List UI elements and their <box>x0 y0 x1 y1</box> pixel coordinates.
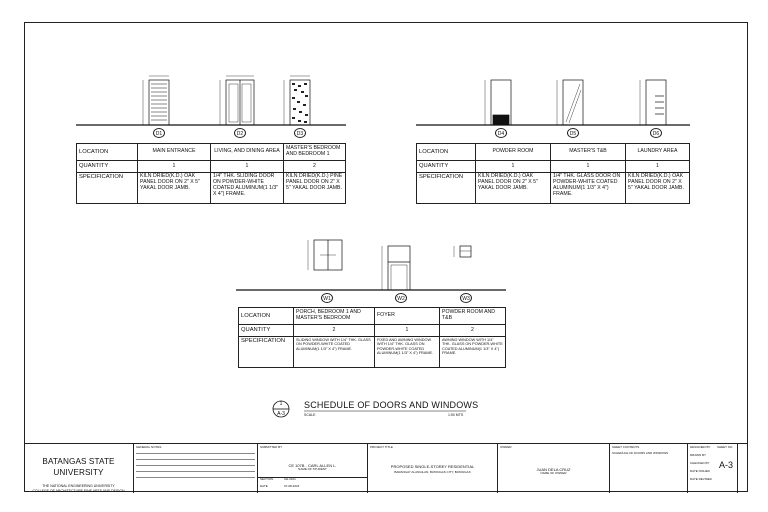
checked-by-label: CHECKED BY <box>690 460 710 465</box>
title-block-owner <box>498 444 610 493</box>
spec-w1: SLIDING WINDOW WITH 1/4" THK. GLASS ON POWDER-WHITE COATED ALUMINUM(1 1/3" X 4") FRAME. <box>294 337 375 368</box>
door-d6-elevation <box>640 80 666 125</box>
submitted-label: SUBMITTED BY <box>260 445 283 449</box>
contents-value: SCHEDULE OF DOORS AND WINDOWS <box>612 450 669 455</box>
quantity-d1: 1 <box>138 161 211 173</box>
header-location: LOCATION <box>77 144 138 161</box>
location-d1: MAIN ENTRANCE <box>138 144 211 161</box>
sheet-number: A-3 <box>719 460 734 470</box>
notes-label: GENERAL NOTES <box>136 445 162 449</box>
owner-label: OWNER <box>500 445 512 449</box>
quantity-w3: 2 <box>440 325 506 337</box>
window-w1-elevation <box>308 240 342 270</box>
header-location: LOCATION <box>239 308 294 325</box>
quantity-d3: 2 <box>284 161 346 173</box>
quantity-w2: 1 <box>375 325 440 337</box>
mark-d6: D6 <box>650 128 662 138</box>
owner-name: JUAN DELA CRUZ <box>536 466 571 472</box>
section-label: SECTION <box>260 477 274 481</box>
university-name: BATANGAS STATE UNIVERSITY <box>42 457 115 477</box>
door-schedule-right <box>416 143 690 204</box>
location-w1: PORCH, BEDROOM 1 AND MASTER'S BEDROOM <box>294 308 375 325</box>
designed-label: DESIGNED BY <box>690 445 711 449</box>
mark-d4: D4 <box>495 128 507 138</box>
location-d5: MASTER'S T&B <box>551 144 626 161</box>
quantity-d2: 1 <box>211 161 284 173</box>
drawing-title: SCHEDULE OF DOORS AND WINDOWS <box>304 400 479 410</box>
header-location: LOCATION <box>417 144 476 161</box>
submitter-sub: NAME OF STUDENT <box>298 467 327 472</box>
window-schedule <box>238 307 506 368</box>
location-d2: LIVING, AND DINING AREA <box>211 144 284 161</box>
door-d5-elevation <box>557 80 583 125</box>
door-schedule-left <box>76 143 346 204</box>
college-name: COLLEGE OF ARCHITECTURE FINE ARTS AND DESIGN <box>32 488 125 493</box>
quantity-d5: 1 <box>551 161 626 173</box>
title-block-sheet <box>738 444 748 493</box>
header-specification: SPECIFICATION <box>77 173 138 204</box>
scale-value: 1:50 MTS <box>448 413 464 417</box>
spec-w2: FIXED AND AWNING WINDOW WITH 1/4" THK. GLASS ON POWDER-WHITE COATED ALUMINUM(1 1/3" X 4") FRAME. <box>375 337 440 368</box>
title-block-contents <box>610 444 688 493</box>
spec-d6: KILN DRIED(K.D.) OAK PANEL DOOR ON 2" X 5" YAKAL DOOR JAMB. <box>626 173 690 204</box>
title-block <box>24 443 748 492</box>
header-specification: SPECIFICATION <box>417 173 476 204</box>
spec-d2: 1/4" THK. SLIDING DOOR ON POWDER-WHITE COATED ALUMINUM(1 1/3" X 4") FRAME. <box>211 173 284 204</box>
mark-w2: W2 <box>395 293 407 303</box>
door-d2-elevation <box>220 76 254 125</box>
mark-d2: D2 <box>234 128 246 138</box>
header-quantity: QUANTITY <box>417 161 476 173</box>
scale-label: SCALE <box>304 413 316 417</box>
location-d6: LAUNDRY AREA <box>626 144 690 161</box>
quantity-d4: 1 <box>476 161 551 173</box>
university-tagline: THE NATIONAL ENGINEERING UNIVERSITY <box>42 484 115 489</box>
title-block-project <box>368 444 498 493</box>
drawn-label: DRAWN BY <box>690 452 707 457</box>
header-specification: SPECIFICATION <box>239 337 294 368</box>
location-d3: MASTER'S BEDROOM AND BEDROOM 1 <box>284 144 346 161</box>
spec-d4: KILN DRIED(K.D.) OAK PANEL DOOR ON 2" X 5" YAKAL DOOR JAMB. <box>476 173 551 204</box>
mark-d1: D1 <box>153 128 165 138</box>
door-d4-elevation <box>485 80 511 125</box>
project-location: BARANGAY ALANGILAN, BATANGAS CITY, BATANGAS <box>394 470 471 475</box>
location-d4: POWDER ROOM <box>476 144 551 161</box>
window-w3-elevation <box>454 246 471 257</box>
spec-d5: 1/4" THK. GLASS DOOR ON POWDER-WHITE COATED ALUMINUM(1 1/3" X 4") FRAME. <box>551 173 626 204</box>
spec-d3: KILN DRIED(K.D.) PINE PANEL DOOR ON 2" X 5" YAKAL DOOR JAMB. <box>284 173 346 204</box>
project-title: PROPOSED SINGLE-STOREY RESIDENTIAL <box>390 463 475 469</box>
sheet-no-label: SHEET NO. <box>717 445 734 449</box>
section-value: CE-3101 <box>284 477 296 481</box>
mark-d5: D5 <box>567 128 579 138</box>
drawing-number: 1 <box>279 401 283 407</box>
header-quantity: QUANTITY <box>77 161 138 173</box>
date-value: 07-08-2023 <box>284 484 300 488</box>
owner-sub: NAME OF OWNER <box>540 471 567 476</box>
title-block-submitted <box>258 444 368 493</box>
header-quantity: QUANTITY <box>239 325 294 337</box>
mark-d3: D3 <box>294 128 306 138</box>
spec-w3: AWNING WINDOW WITH 1/4" THK. GLASS ON POWDER-WHITE COATED ALUMINUM(1 1/3" X 4") FRAME. <box>440 337 506 368</box>
location-w3: POWDER ROOM AND T&B <box>440 308 506 325</box>
quantity-w1: 2 <box>294 325 375 337</box>
window-w2-elevation <box>382 246 410 290</box>
submitter-name: CE 107B - CARL ALLEN L. <box>288 462 337 468</box>
title-block-university <box>24 444 134 493</box>
mark-w3: W3 <box>460 293 472 303</box>
date-label: DATE <box>260 484 268 488</box>
quantity-d6: 1 <box>626 161 690 173</box>
date-issued-label: DATE ISSUED <box>690 468 710 473</box>
drawing-sheet-ref: A-3 <box>277 411 285 417</box>
spec-d1: KILN DRIED(K.D.) OAK PANEL DOOR ON 2" X 5" YAKAL DOOR JAMB. <box>138 173 211 204</box>
title-block-notes <box>134 444 258 493</box>
project-label: PROJECT TITLE <box>370 445 393 449</box>
location-w2: FOYER <box>375 308 440 325</box>
contents-label: SHEET CONTENTS <box>612 445 640 449</box>
mark-w1: W1 <box>321 293 333 303</box>
date-revised-label: DATE REVISED <box>690 476 712 481</box>
